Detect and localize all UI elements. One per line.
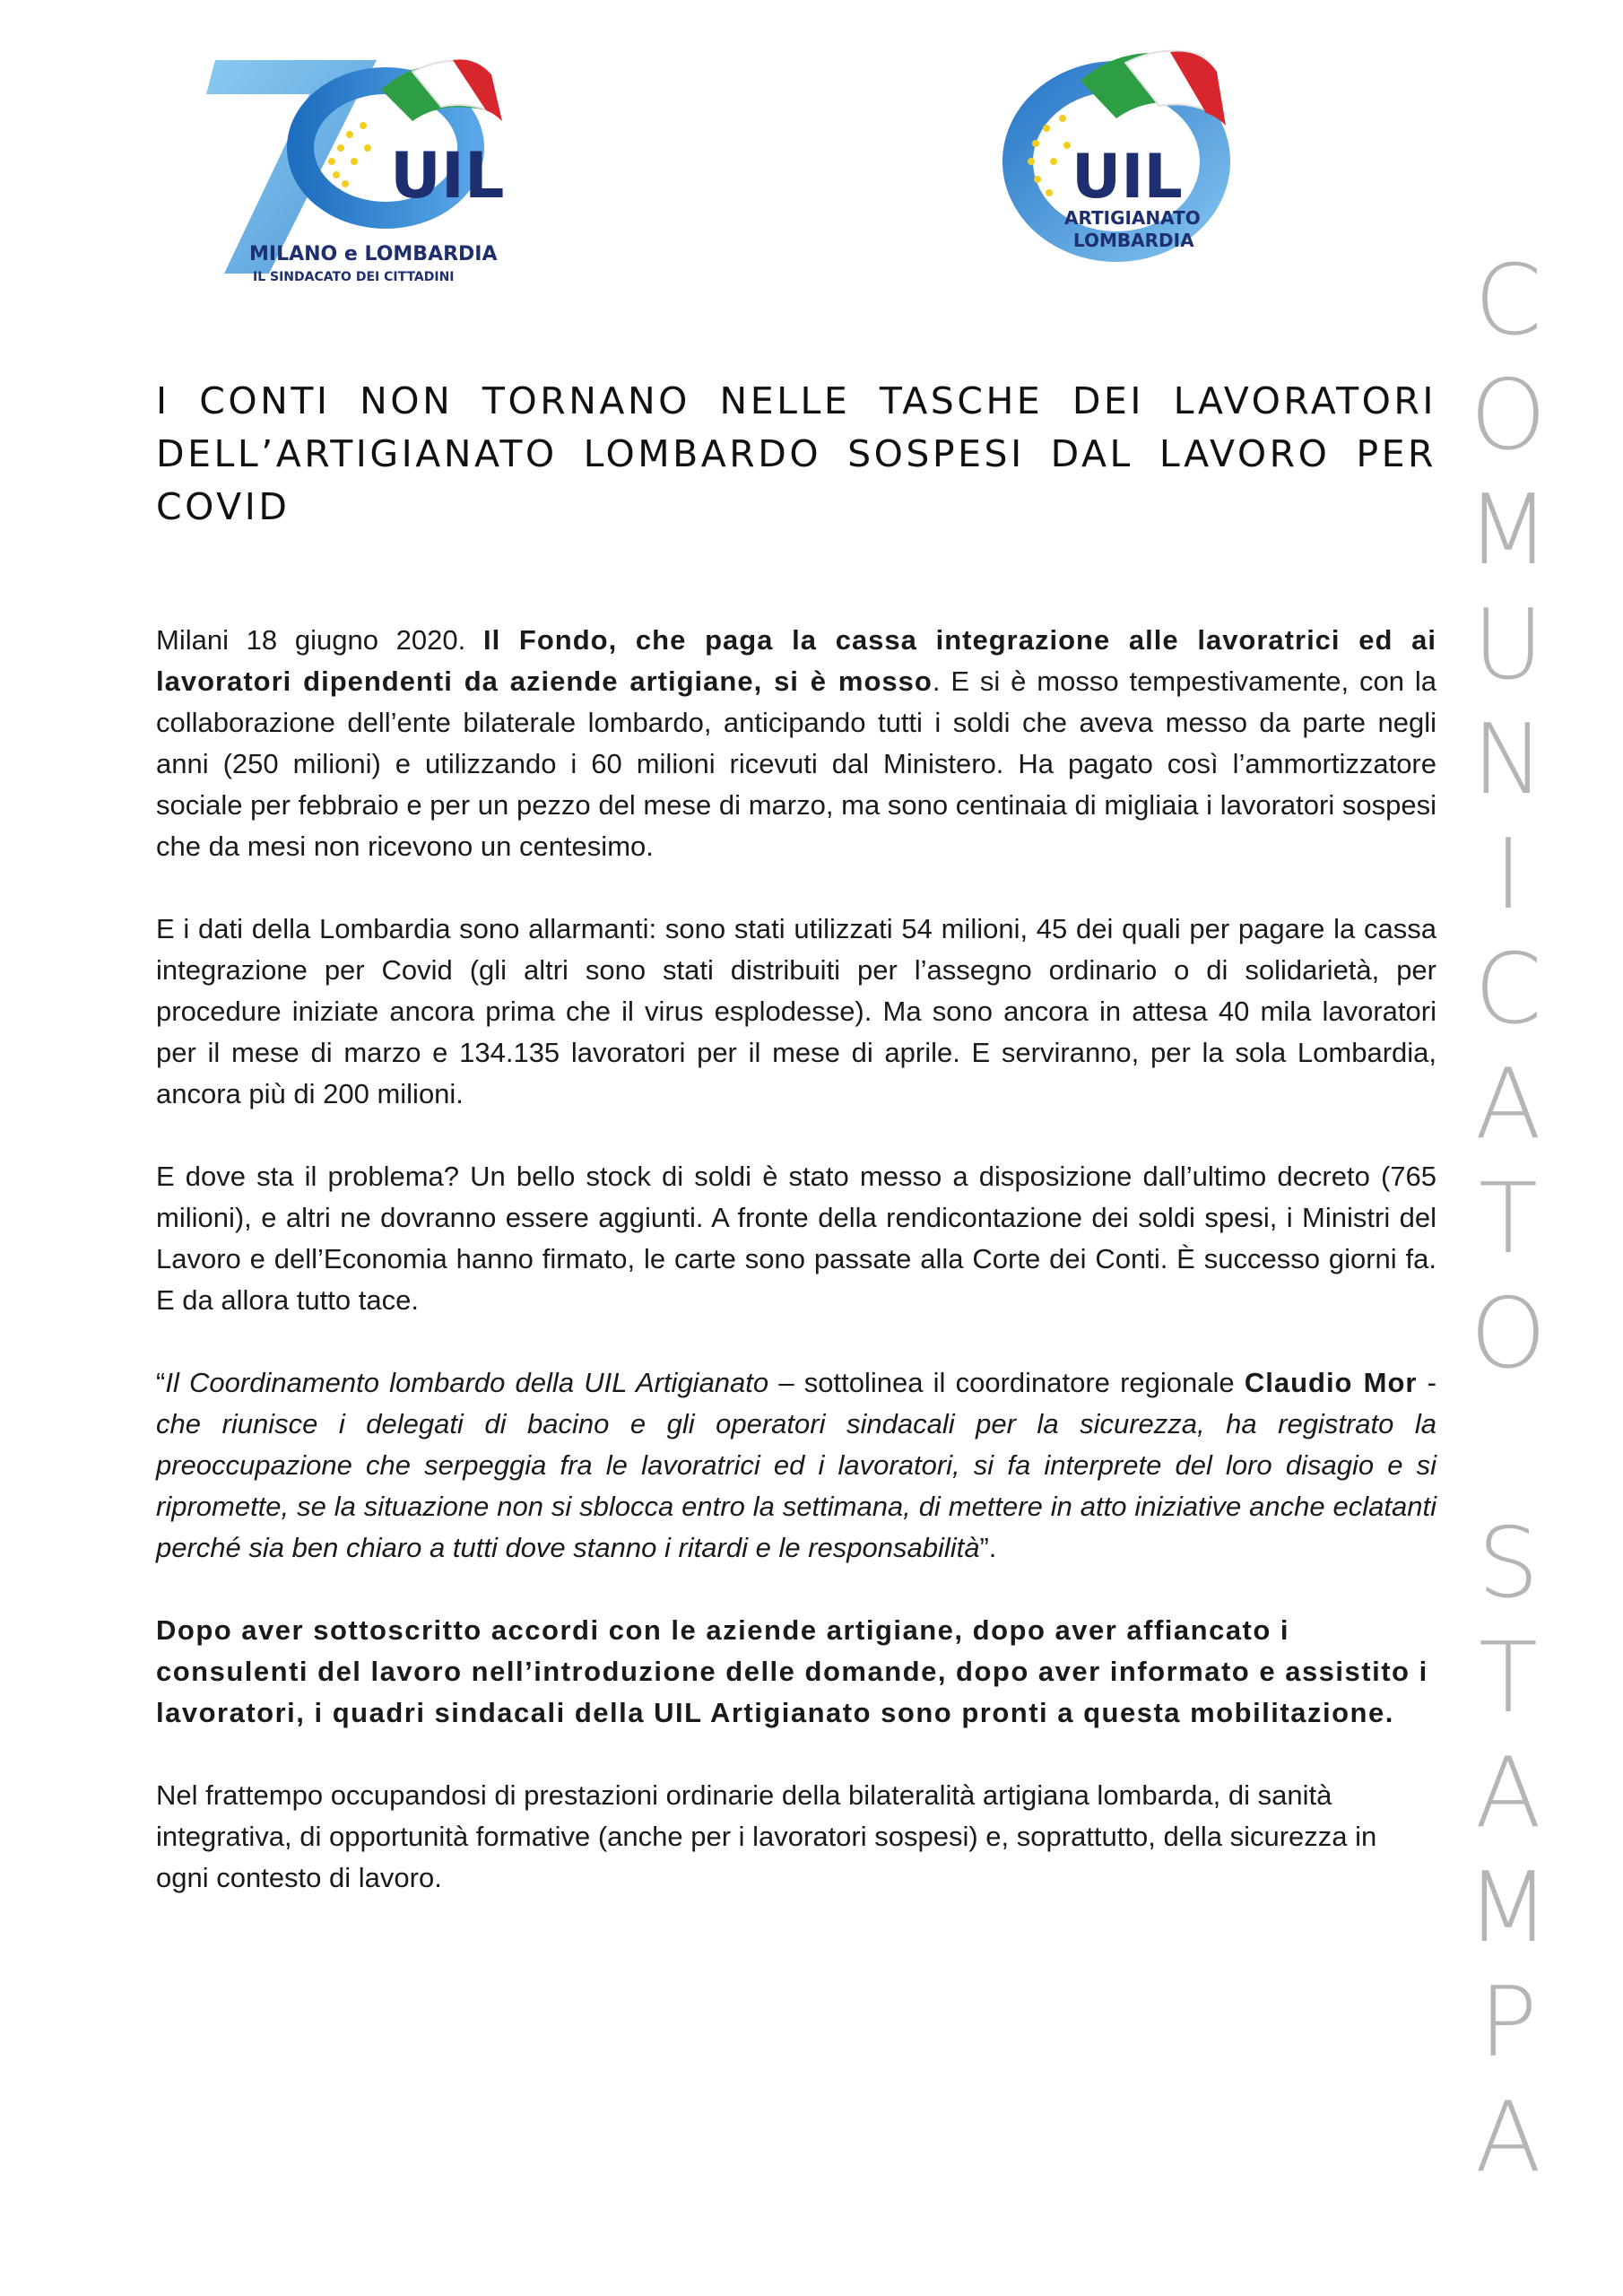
press-release-body <box>156 375 1436 1940</box>
uil-milano-lombardia-logo <box>206 49 565 291</box>
side-letter: M <box>1466 1852 1550 1964</box>
side-letter: A <box>1475 1048 1541 1161</box>
uil-left-brand: UIL <box>390 139 505 213</box>
quote-close: ”. <box>979 1532 997 1563</box>
page-title: I CONTI NON TORNANO NELLE TASCHE DEI LAVORATORI DELL’ARTIGIANATO LOMBARDO SOSPESI DAL LAVORO PER COVID <box>156 379 1436 528</box>
side-letter: N <box>1471 704 1545 816</box>
side-letter: U <box>1472 589 1544 701</box>
side-letter: A <box>1475 2082 1541 2194</box>
side-letter: S <box>1477 1508 1540 1620</box>
side-letter: O <box>1470 1278 1547 1390</box>
paragraph-6: Nel frattempo occupandosi di prestazioni ordinarie della bilateralità artigiana lombarda, di sanità integrativa, di opportunità formative (anche per i lavoratori sospesi) e, soprattutto, della sicurezza in ogni contesto di lavoro. <box>156 1779 1377 1893</box>
logo-left-line2: IL SINDACATO DEI CITTADINI <box>253 270 455 284</box>
coordinator-name: Claudio Mor <box>1244 1367 1418 1398</box>
uil-artigianato-lombardia-logo <box>982 36 1251 278</box>
paragraph-3: E dove sta il problema? Un bello stock di soldi è stato messo a disposizione dall’ultimo decreto (765 milioni), e altri ne dovranno essere aggiunti. A fronte della rendicontazione dei soldi spesi, i Ministri del Lavoro e dell’Economia hanno firmato, le carte sono passate alla Corte dei Conti. È successo giorni fa. E da allora tutto tace. <box>156 1161 1436 1316</box>
paragraph-1-bold: Il Fondo, che paga la cassa integrazione alle lavoratrici ed ai lavoratori dipendenti da aziende artigiane, si è mosso <box>156 624 1436 697</box>
quote-dash: - <box>1417 1367 1437 1398</box>
comunicato-stampa-vertical-label <box>1463 244 1553 2199</box>
side-letter: T <box>1479 1622 1538 1735</box>
logo-left-line1: MILANO e LOMBARDIA <box>249 243 498 265</box>
side-letter: I <box>1494 819 1523 931</box>
logo-right-line1: ARTIGIANATO <box>1064 207 1201 229</box>
quote-attribution: – sottolinea il coordinatore regionale <box>768 1367 1245 1398</box>
quote-open: “ <box>156 1367 166 1398</box>
paragraph-2: E i dati della Lombardia sono allarmanti: sono stati utilizzati 54 milioni, 45 dei quali per pagare la cassa integrazione per Covid (gli altri sono stati distribuiti per l’assegno ordinario o di solidarietà, per procedure iniziate ancora prima che il virus esplodesse). Ma sono ancora in attesa 40 mila lavoratori per il mese di marzo e 134.135 lavoratori per il mese di aprile. E serviranno, per la sola Lombardia, ancora più di 200 milioni. <box>156 913 1436 1109</box>
side-letter: A <box>1475 1737 1541 1849</box>
quote-part-1: Il Coordinamento lombardo della UIL Artigianato <box>165 1367 769 1398</box>
paragraph-1-rest: . E si è mosso tempestivamente, con la collaborazione dell’ente bilaterale lombardo, anticipando tutti i soldi che aveva messo da parte negli anni (250 milioni) e utilizzando i 60 milioni ricevuti dal Ministero. Ha pagato così l’ammortizzatore sociale per febbraio e per un pezzo del mese di marzo, ma sono centinaia di migliaia i lavoratori sospesi che da mesi non ricevono un centesimo. <box>156 665 1436 862</box>
paragraph-1 <box>156 620 1436 867</box>
side-letter: O <box>1470 360 1547 472</box>
side-letter: M <box>1466 474 1550 587</box>
side-letter: C <box>1474 245 1542 357</box>
paragraph-4-quote <box>156 1362 1436 1569</box>
logo-right-line2: LOMBARDIA <box>1073 230 1194 251</box>
side-letter: C <box>1474 934 1542 1046</box>
uil-right-brand: UIL <box>1072 142 1183 213</box>
quote-part-2: che riunisce i delegati di bacino e gli operatori sindacali per la sicurezza, ha registrato la preoccupazione che serpeggia fra le lavoratrici ed i lavoratori, si fa interprete del loro disagio e si ripromette, se la situazione non si sblocca entro la settimana, di mettere in atto iniziative anche eclatanti perché sia ben chiaro a tutti dove stanno i ritardi e le responsabilità <box>156 1408 1436 1563</box>
side-letter: P <box>1479 1967 1538 2079</box>
paragraph-1-lead: Milani 18 giugno 2020. <box>156 624 483 656</box>
side-letter: T <box>1479 1163 1538 1275</box>
paragraph-5-bold: Dopo aver sottoscritto accordi con le aziende artigiane, dopo aver affiancato i consulenti del lavoro nell’introduzione delle domande, dopo aver informato e assistito i lavoratori, i quadri sindacali della UIL Artigianato sono pronti a questa mobilitazione. <box>156 1614 1428 1728</box>
